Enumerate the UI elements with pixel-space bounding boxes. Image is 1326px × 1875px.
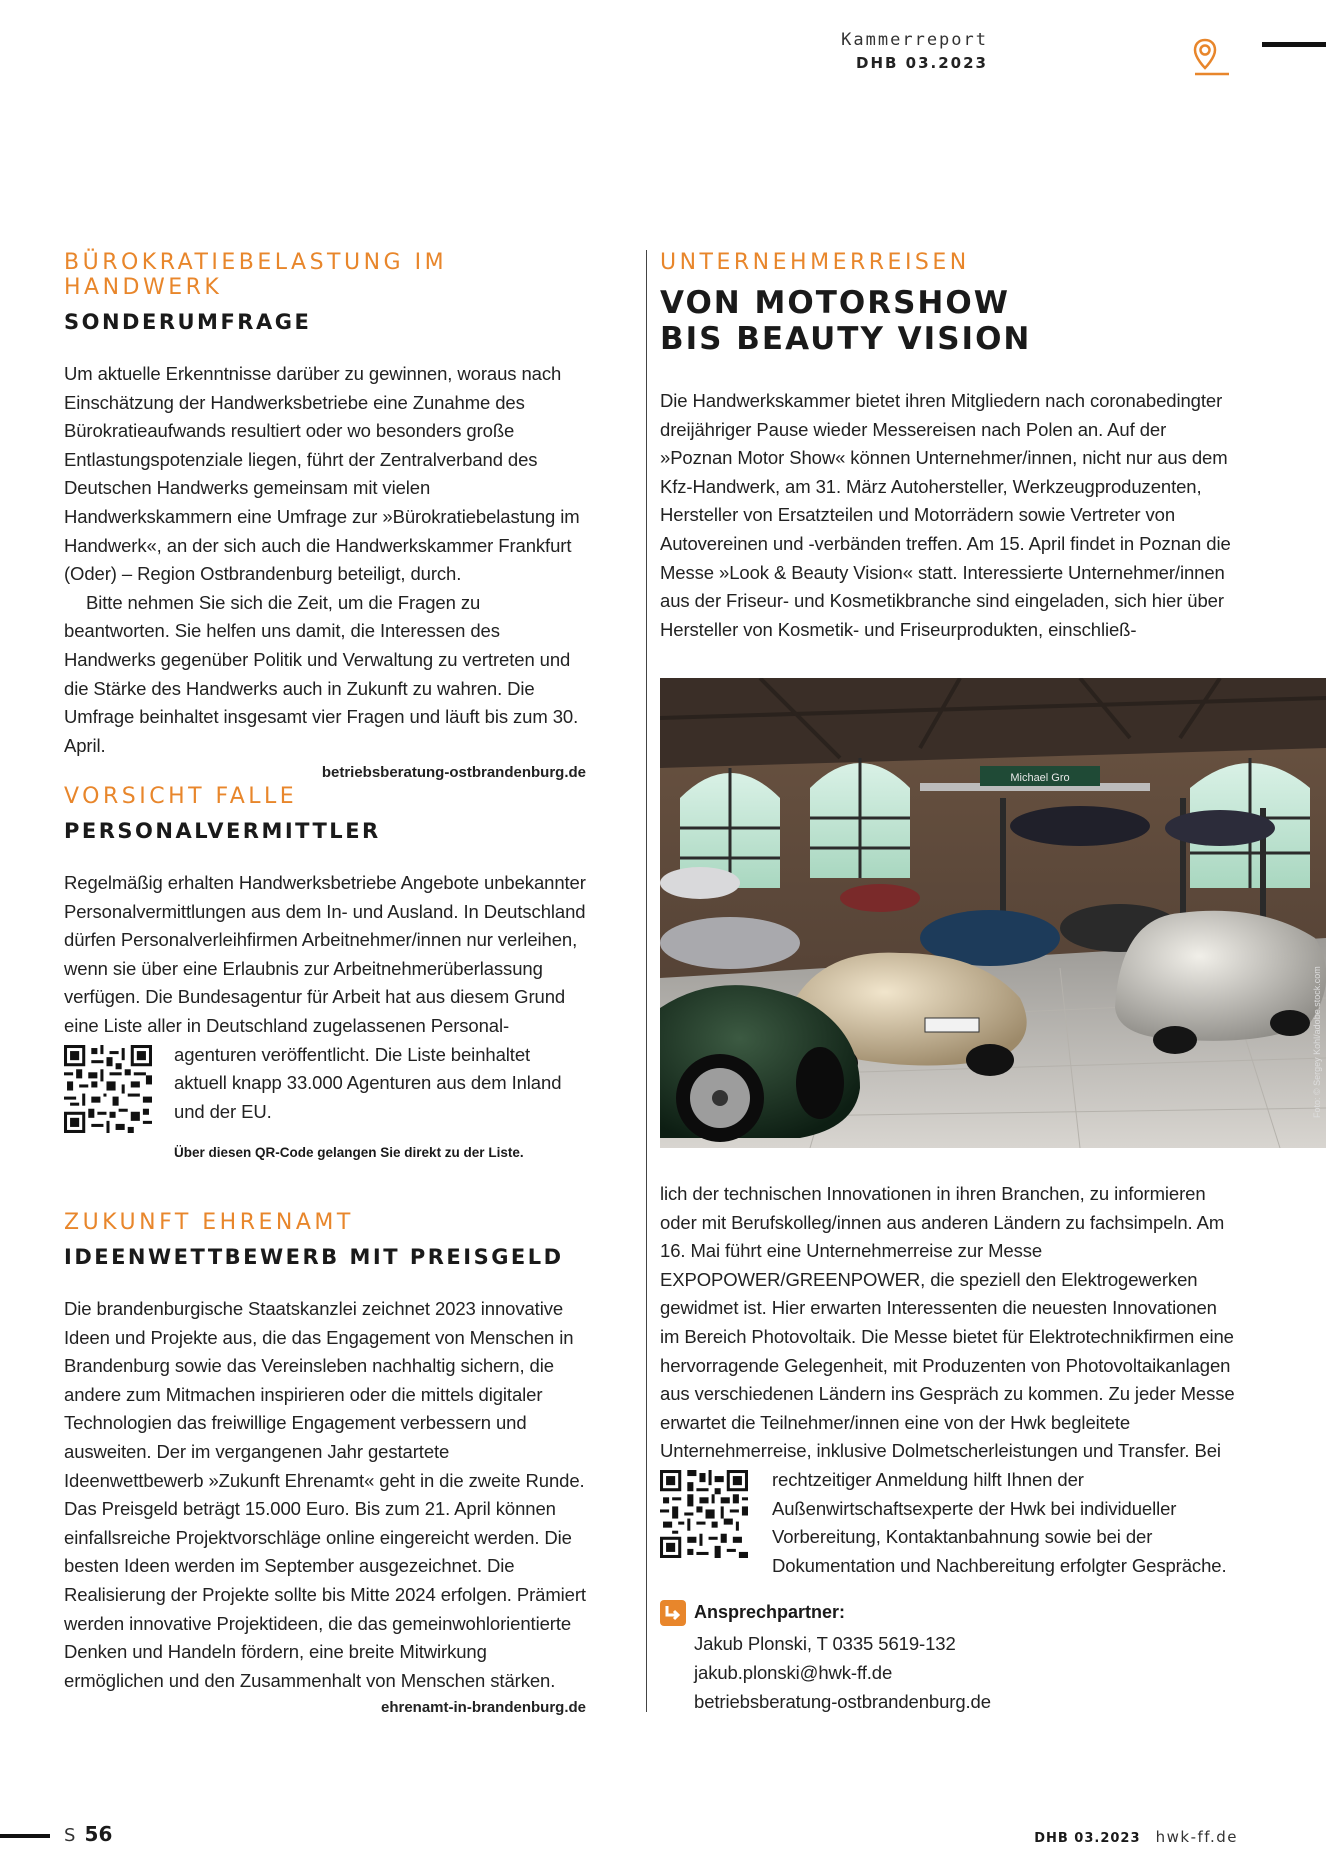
paragraph: rechtzeitiger Anmeldung hilft Ihnen der Außenwirtschaftsexperte der Hwk bei individueller Vorbereitung, Kontaktanbahnung sowie bei der Dokumentation und Nachbereitung erfolgter Gespräche. — [772, 1468, 1227, 1576]
section-label: Kammerreport — [841, 30, 988, 50]
article-unternehmerreisen-cont — [660, 1180, 1240, 1576]
kicker: VORSICHT FALLE — [64, 784, 298, 809]
paragraph: Die brandenburgische Staatskanzlei zeichnet 2023 innovative Ideen und Projekte aus, die das Engagement von Menschen in Brandenburg sowie das Vereinsleben nachhaltig sichern, die andere zum Mitmachen inspirieren oder die mittels digitaler Technologien das freiwillige Engagement verbessern und ausweiten. Der im vergangenen Jahr gestartete Ideenwettbewerb »Zukunft Ehrenamt« geht in die zweite Runde. Das Preisgeld beträgt 15.000 Euro. Bis zum 21. April können einfallsreiche Projektvorschläge online eingereicht werden. Die besten Ideen werden im September ausgezeichnet. Die Realisierung der Projekte sollte bis Mitte 2024 erfolgen. Prämiert werden innovative Projektideen, die das gemeinwohlorientierte Denken und Handeln fördern, eine breite Mitwirkung ermöglichen und den Zusammenhalt von Menschen stärken. — [64, 1298, 586, 1691]
kicker: UNTERNEHMERREISEN — [660, 250, 970, 275]
paragraph: Um aktuelle Erkenntnisse darüber zu gewinnen, woraus nach Einschätzung der Handwerksbetriebe eine Zunahme des Bürokratieaufwands resultiert oder wo besonders große Entlastungspotenziale liegen, führt der Zentralverband des Deutschen Handwerks gemeinsam mit vielen Handwerkskammern eine Umfrage zur »Bürokratiebelastung im Handwerk«, an der sich auch die Handwerkskammer Frankfurt (Oder) – Region Ostbrandenburg beteiligt, durch. — [64, 363, 580, 585]
article-personalvermittler — [64, 784, 586, 1169]
source-link[interactable]: ehrenamt-in-brandenburg.de — [380, 1699, 586, 1717]
paragraph: Bitte nehmen Sie sich die Zeit, um die Fragen zu beantworten. Sie helfen uns damit, die Interessen des Handwerks gegenüber Politik und Verwaltung zu vertreten und die Stärke des Handwerks auch in Zukunft zu wahren. Die Umfrage beinhaltet insgesamt vier Fragen und läuft bis zum 30. April. — [64, 591, 579, 756]
kicker: BÜROKRATIEBELASTUNG IM HANDWERK — [64, 250, 448, 300]
article-ehrenamt — [64, 1210, 586, 1716]
footer-rule — [0, 1834, 50, 1838]
article-buerokratie — [64, 250, 586, 781]
footer-right — [1034, 1827, 1238, 1846]
headline: IDEENWETTBEWERB MIT PREISGELD — [64, 1245, 564, 1269]
source-link[interactable]: betriebsberatung-ostbrandenburg.de — [321, 764, 586, 782]
photo-sign: Michael Gro — [1010, 772, 1070, 784]
garage-photo — [660, 678, 1326, 1148]
footer-site[interactable]: hwk-ff.de — [1155, 1828, 1238, 1846]
paragraph: Regelmäßig erhalten Handwerksbetriebe Angebote unbekannter Personalvermittlungen aus dem In- und Ausland. In Deutschland dürfen Personalverleihfirmen Arbeitnehmer/innen nur verleihen, wenn sie über eine Erlaubnis zur Arbeitnehmerüberlassung verfügen. Die Bundesagentur für Arbeit hat aus diesem Grund eine Liste aller in Deutschland zugelassenen Personal- — [64, 872, 586, 1036]
photo-credit: Foto: © Sergey Kohl/adobe.stock.com — [1312, 966, 1322, 1118]
column-divider — [646, 250, 647, 1712]
arrow-icon — [660, 1600, 686, 1626]
paragraph: agenturen veröffentlicht. Die Liste beinhaltet aktuell knapp 33.000 Agenturen aus dem Inland und der EU. — [174, 1043, 562, 1122]
contact-label: Ansprechpartner: — [694, 1602, 846, 1622]
contact-web[interactable]: betriebsberatung-ostbrandenburg.de — [694, 1691, 991, 1712]
qr-caption: Über diesen QR-Code gelangen Sie direkt zu der Liste. — [174, 1144, 524, 1160]
headline: SONDERUMFRAGE — [64, 310, 312, 334]
location-pin-icon — [1192, 36, 1232, 78]
headline: VON MOTORSHOW BIS BEAUTY VISION — [660, 285, 1032, 357]
header-rule — [1262, 42, 1326, 47]
page-number-value: 56 — [84, 1822, 113, 1846]
article-unternehmerreisen — [660, 250, 1240, 644]
page-number — [64, 1822, 112, 1846]
qr-code-icon[interactable] — [660, 1470, 748, 1558]
contact-email[interactable]: jakub.plonski@hwk-ff.de — [694, 1662, 893, 1683]
footer-issue: DHB 03.2023 — [1034, 1831, 1141, 1846]
issue-label: DHB 03.2023 — [856, 54, 988, 72]
paragraph: lich der technischen Innovationen in ihren Branchen, zu informieren oder mit Berufskolleg/innen aus anderen Ländern zu fachsimpeln. Am 16. Mai führt eine Unternehmerreise zur Messe EXPOPOWER/GREENPOWER, die speziell den Elektrogewerken gewidmet ist. Hier erwarten Interessenten die neuesten Innovationen im Bereich Photovoltaik. Die Messe bietet für Elektrotechnikfirmen eine hervorragende Gelegenheit, mit Produzenten von Photovoltaikanlagen aus verschiedenen Ländern ins Gespräch zu kommen. Zu jeder Messe erwartet die Teilnehmer/innen eine von der Hwk begleitete Unternehmerreise, inklusive Dolmetscherleistungen und Transfer. Bei — [660, 1183, 1235, 1462]
headline: PERSONALVERMITTLER — [64, 819, 381, 843]
qr-code-icon[interactable] — [64, 1045, 152, 1133]
running-header — [841, 30, 988, 72]
contact-name-phone: Jakub Plonski, T 0335 5619-132 — [694, 1633, 956, 1654]
kicker: ZUKUNFT EHRENAMT — [64, 1210, 354, 1235]
paragraph: Die Handwerkskammer bietet ihren Mitgliedern nach coronabedingter dreijähriger Pause wieder Messereisen nach Polen an. Auf der »Poznan Motor Show« können Unternehmer/innen, nicht nur aus dem Kfz-Handwerk, am 31. März Autohersteller, Werkzeugproduzenten, Hersteller von Ersatzteilen und Motorrädern sowie Vertreter von Autovereinen und -verbänden treffen. Am 15. April findet in Poznan die Messe »Look & Beauty Vision« statt. Interessierte Unternehmer/innen aus der Friseur- und Kosmetikbranche sind eingeladen, sich hier über Hersteller von Kosmetik- und Friseurprodukten, einschließ- — [660, 390, 1231, 640]
page-prefix: S — [64, 1825, 76, 1846]
